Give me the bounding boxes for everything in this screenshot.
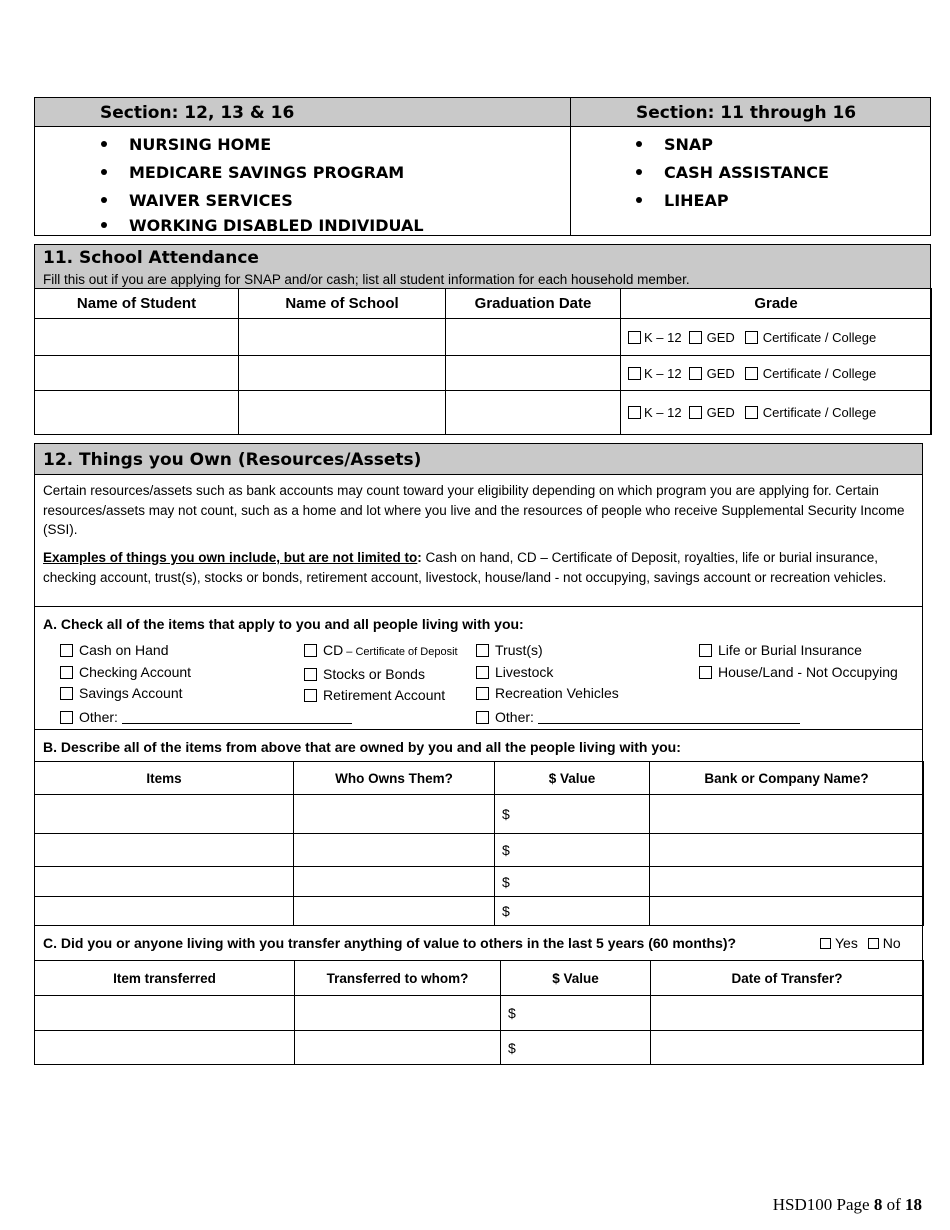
bullet-icon [636,169,642,175]
transfer-date-cell[interactable] [651,1031,924,1065]
school-name-cell[interactable] [239,391,446,435]
divider-b [35,729,922,730]
item-transferred-cell[interactable] [35,996,295,1031]
life-or-burial-insurance-option[interactable]: Life or Burial Insurance [699,640,898,662]
cash-on-hand-option[interactable]: Cash on Hand [60,640,352,662]
checkbox[interactable] [476,666,489,679]
assets-examples [43,548,915,587]
recreation-vehicles-option[interactable]: Recreation Vehicles [476,683,800,705]
part-b-heading: B. Describe all of the items from above that are owned by you and all the people living with you: [43,739,681,755]
form-id: HSD100 Page [772,1195,874,1214]
examples-colon: : [417,550,422,565]
section-left-title: Section: 12, 13 & 16 [100,103,295,123]
bullet-icon [101,141,107,147]
checking-account-option[interactable]: Checking Account [60,662,352,684]
table-row [35,996,924,1031]
checkbox[interactable] [699,666,712,679]
student-name-cell[interactable] [35,391,239,435]
col-date-of-transfer: Date of Transfer? [651,961,924,996]
value-cell[interactable]: $ [495,834,650,867]
page-number: 8 [873,1195,883,1214]
student-name-cell[interactable] [35,319,239,356]
program-sections-divider [570,98,571,235]
certificate-college-checkbox[interactable] [745,406,758,419]
graduation-date-cell[interactable] [446,319,621,356]
list-item: WORKING DISABLED INDIVIDUAL [101,212,424,240]
ged-checkbox[interactable] [689,331,702,344]
checkbox[interactable] [476,687,489,700]
student-name-cell[interactable] [35,356,239,391]
transferred-to-cell[interactable] [295,1031,501,1065]
table-row [35,319,932,356]
item-cell[interactable] [35,867,294,897]
livestock-option[interactable]: Livestock [476,662,800,684]
col-items: Items [35,762,294,795]
value-cell[interactable]: $ [495,867,650,897]
col-name-of-school: Name of School [239,289,446,319]
table-row [35,356,932,391]
grade-cell: K – 12 GED Certificate / College [621,391,932,435]
page-footer: HSD100 Page 8 of 18 [772,1195,922,1214]
bullet-icon [636,197,642,203]
k12-checkbox[interactable] [628,367,641,380]
page-total: 18 [905,1195,922,1214]
other-input-2[interactable] [538,711,800,724]
retirement-account-option[interactable]: Retirement Account [304,685,458,707]
list-item: MEDICARE SAVINGS PROGRAM [101,159,424,187]
other-option-2[interactable]: Other: [476,707,800,729]
program-list-right [636,131,829,215]
bank-cell[interactable] [650,834,924,867]
bullet-icon [101,222,107,228]
other-option-1[interactable]: Other: [60,707,352,729]
school-attendance-title: 11. School Attendance [43,248,259,268]
list-item: NURSING HOME [101,131,424,159]
ged-checkbox[interactable] [689,367,702,380]
owner-cell[interactable] [294,867,495,897]
value-cell[interactable]: $ [495,897,650,926]
part-a-col4 [699,640,898,683]
examples-label: Examples of things you own include, but are not limited to [43,550,418,565]
owner-cell[interactable] [294,795,495,834]
certificate-college-checkbox[interactable] [745,367,758,380]
k12-checkbox[interactable] [628,406,641,419]
checkbox[interactable] [304,689,317,702]
program-list-left [101,131,424,240]
col-grade: Grade [621,289,932,319]
bullet-icon [101,169,107,175]
table-row [35,391,932,435]
item-transferred-cell[interactable] [35,1031,295,1065]
checkbox[interactable] [60,711,73,724]
transfer-yes-option[interactable]: Yes [820,935,858,951]
yes-checkbox[interactable] [820,938,831,949]
list-item: LIHEAP [636,187,829,215]
graduation-date-cell[interactable] [446,356,621,391]
other-input-1[interactable] [122,711,352,724]
grade-cell: K – 12 GED Certificate / College [621,356,932,391]
checkbox[interactable] [304,644,317,657]
part-a-col2 [304,640,458,707]
divider-a [35,606,922,607]
bullet-icon [101,197,107,203]
ged-checkbox[interactable] [689,406,702,419]
assets-title: 12. Things you Own (Resources/Assets) [43,450,422,470]
table-row [35,897,924,926]
school-name-cell[interactable] [239,319,446,356]
house-land-not-occupying-option[interactable]: House/Land - Not Occupying [699,662,898,684]
k12-checkbox[interactable] [628,331,641,344]
transfer-date-cell[interactable] [651,996,924,1031]
cd-option[interactable]: CD – Certificate of Deposit [304,640,458,664]
checkbox[interactable] [304,668,317,681]
col-transfer-value: $ Value [501,961,651,996]
school-attendance-table [34,288,932,435]
transfers-table [34,960,924,1065]
col-graduation-date: Graduation Date [446,289,621,319]
table-row [35,1031,924,1065]
transferred-to-cell[interactable] [295,996,501,1031]
list-item: CASH ASSISTANCE [636,159,829,187]
col-value: $ Value [495,762,650,795]
list-item: WAIVER SERVICES [101,187,424,215]
section-right-title: Section: 11 through 16 [636,103,857,123]
checkbox[interactable] [60,687,73,700]
table-row [35,834,924,867]
item-cell[interactable] [35,834,294,867]
checkbox[interactable] [60,666,73,679]
checkbox[interactable] [699,644,712,657]
bank-cell[interactable] [650,867,924,897]
part-a-heading: A. Check all of the items that apply to you and all people living with you: [43,616,524,632]
bank-cell[interactable] [650,795,924,834]
list-item: SNAP [636,131,829,159]
transfer-no-option[interactable]: No [868,935,901,951]
transfer-yes-no [820,935,901,951]
item-cell[interactable] [35,897,294,926]
school-attendance-instruction: Fill this out if you are applying for SNAP and/or cash; list all student information for each household member. [43,272,690,287]
owner-cell[interactable] [294,897,495,926]
bullet-icon [636,141,642,147]
part-c-heading: C. Did you or anyone living with you transfer anything of value to others in the last 5 years (60 months)? [43,935,737,951]
col-item-transferred: Item transferred [35,961,295,996]
examples-text: Cash on hand, CD – Certificate of Deposit, royalties, life or burial insurance, checking account, trust(s), stocks or bonds, retirement account, livestock, house/land - not occupying, savings account or recreation vehicles. [43,550,887,585]
transfer-value-cell[interactable]: $ [501,996,651,1031]
checkbox[interactable] [60,644,73,657]
value-cell[interactable]: $ [495,795,650,834]
col-transferred-to: Transferred to whom? [295,961,501,996]
checkbox[interactable] [476,711,489,724]
school-name-cell[interactable] [239,356,446,391]
item-cell[interactable] [35,795,294,834]
col-bank-company: Bank or Company Name? [650,762,924,795]
table-row [35,867,924,897]
bank-cell[interactable] [650,897,924,926]
col-name-of-student: Name of Student [35,289,239,319]
assets-owned-table [34,761,924,926]
checkbox[interactable] [476,644,489,657]
assets-intro: Certain resources/assets such as bank accounts may count toward your eligibility depending on which program you are applying for. Certain resources/assets may not count, such as a home and lot where you live and the resources of people who receive Supplemental Security Income (SSI). [43,483,905,537]
col-who-owns: Who Owns Them? [294,762,495,795]
table-row [35,795,924,834]
trusts-option[interactable]: Trust(s) [476,640,800,662]
owner-cell[interactable] [294,834,495,867]
certificate-college-checkbox[interactable] [745,331,758,344]
savings-account-option[interactable]: Savings Account [60,683,352,705]
no-checkbox[interactable] [868,938,879,949]
transfer-value-cell[interactable]: $ [501,1031,651,1065]
stocks-or-bonds-option[interactable]: Stocks or Bonds [304,664,458,686]
graduation-date-cell[interactable] [446,391,621,435]
grade-cell: K – 12 GED Certificate / College [621,319,932,356]
